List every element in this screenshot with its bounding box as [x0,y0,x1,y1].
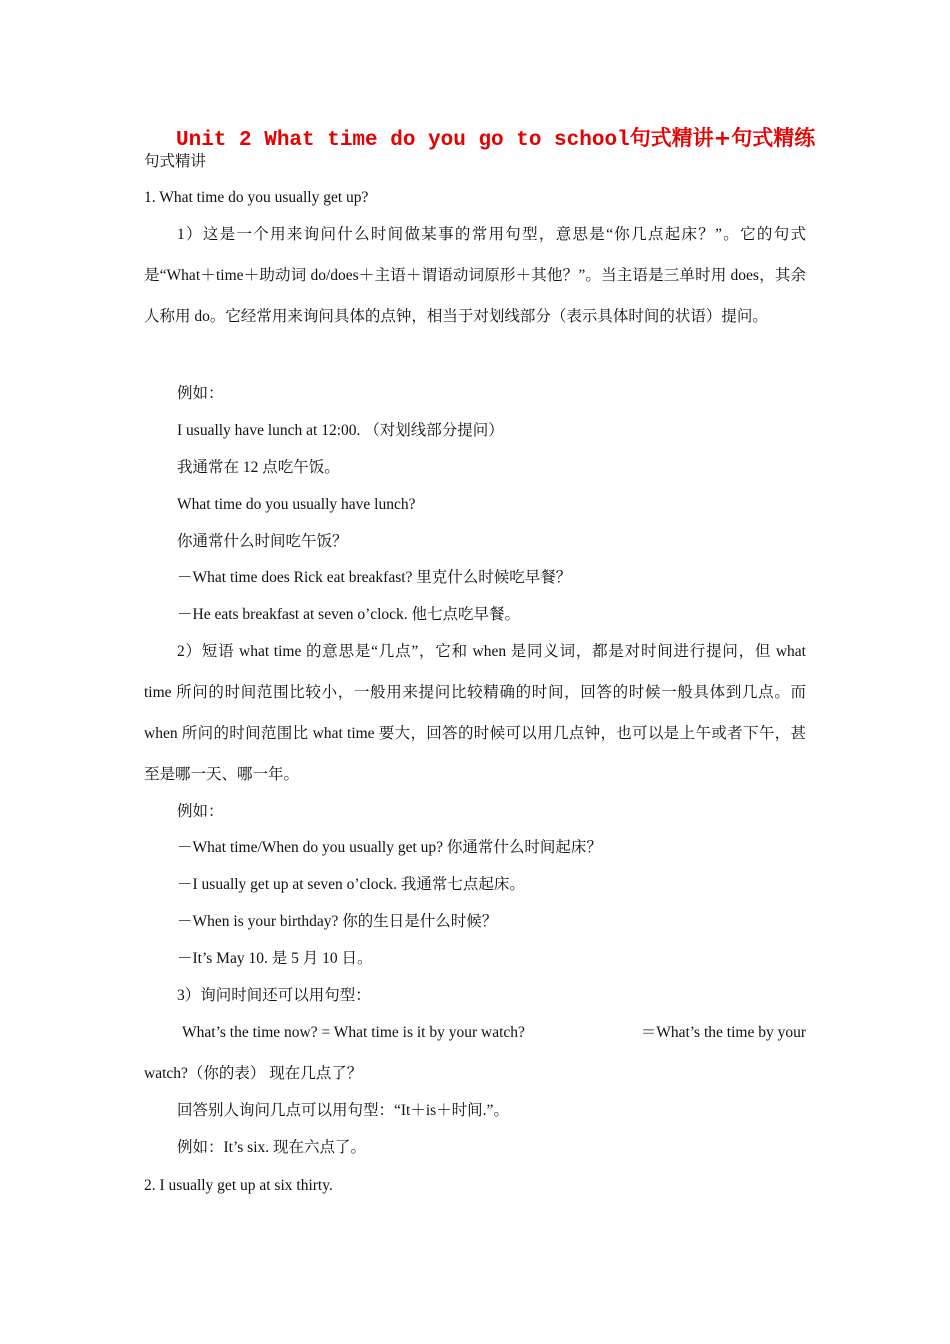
section-label: 句式精讲 [144,153,207,170]
dialogue-2-line-a: －What time/When do you usually get up? 你通常什么时间起床？ [177,839,602,856]
example-label-1: 例如： [177,385,224,402]
paragraph-1-text: 1）这是一个用来询问什么时间做某事的常用句型，意思是“你几点起床？”。它的句式是“What＋time＋助动词 do/does＋主语＋谓语动词原形＋其他？”。当主语是三单时用 does，其余人称用 do。它经常用来询问具体的点钟，相当于对划线部分（表示具体时间的状语）提问。 [144,226,806,325]
question-1-heading: 1. What time do you usually get up? [144,189,369,206]
point-3-answer: 回答别人询问几点可以用句型：“It＋is＋时间.”。 [177,1102,509,1119]
title-chinese: 句式精讲+句式精练 [629,126,816,150]
page-title [176,122,876,152]
point-3-line-1-part-b: ＝What’s the time by your [640,1024,806,1041]
example-1-question-translation: 你通常什么时间吃午饭？ [177,533,348,550]
point-3-line-2: watch?（你的表） 现在几点了？ [144,1065,363,1082]
point-3-heading: 3）询问时间还可以用句型： [177,987,371,1004]
dialogue-2-line-c: －When is your birthday? 你的生日是什么时候？ [177,913,498,930]
example-label-2: 例如： [177,803,224,820]
title-english: Unit 2 What time do you go to school [176,129,630,152]
question-2-heading: 2. I usually get up at six thirty. [144,1177,333,1194]
point-3-line-1-part-a: What’s the time now? = What time is it by your watch? [182,1024,525,1041]
paragraph-1 [144,214,806,337]
example-1-translation: 我通常在 12 点吃午饭。 [177,459,340,476]
point-3-example: 例如：It’s six. 现在六点了。 [177,1139,367,1156]
example-1-sentence: I usually have lunch at 12:00. （对划线部分提问） [177,422,504,439]
dialogue-2-line-b: －I usually get up at seven o’clock. 我通常七点起床。 [177,876,525,893]
example-1-question: What time do you usually have lunch? [177,496,416,513]
dialogue-2-line-d: －It’s May 10. 是 5 月 10 日。 [177,950,373,967]
point-3-line-1 [182,1023,806,1043]
paragraph-2-text: 2）短语 what time 的意思是“几点”，它和 when 是同义词，都是对时间进行提问，但 what time 所问的时间范围比较小，一般用来提问比较精确的时间，回答的时候一般具体到几点。而 when 所问的时间范围比 what time 要大，回答的时候可以用几点钟，也可以是上午或者下午，甚至是哪一天、哪一年。 [144,643,806,783]
dialogue-1-line-a: －What time does Rick eat breakfast? 里克什么时候吃早餐？ [177,569,572,586]
paragraph-2 [144,631,806,795]
dialogue-1-line-b: －He eats breakfast at seven o’clock. 他七点吃早餐。 [177,606,521,623]
